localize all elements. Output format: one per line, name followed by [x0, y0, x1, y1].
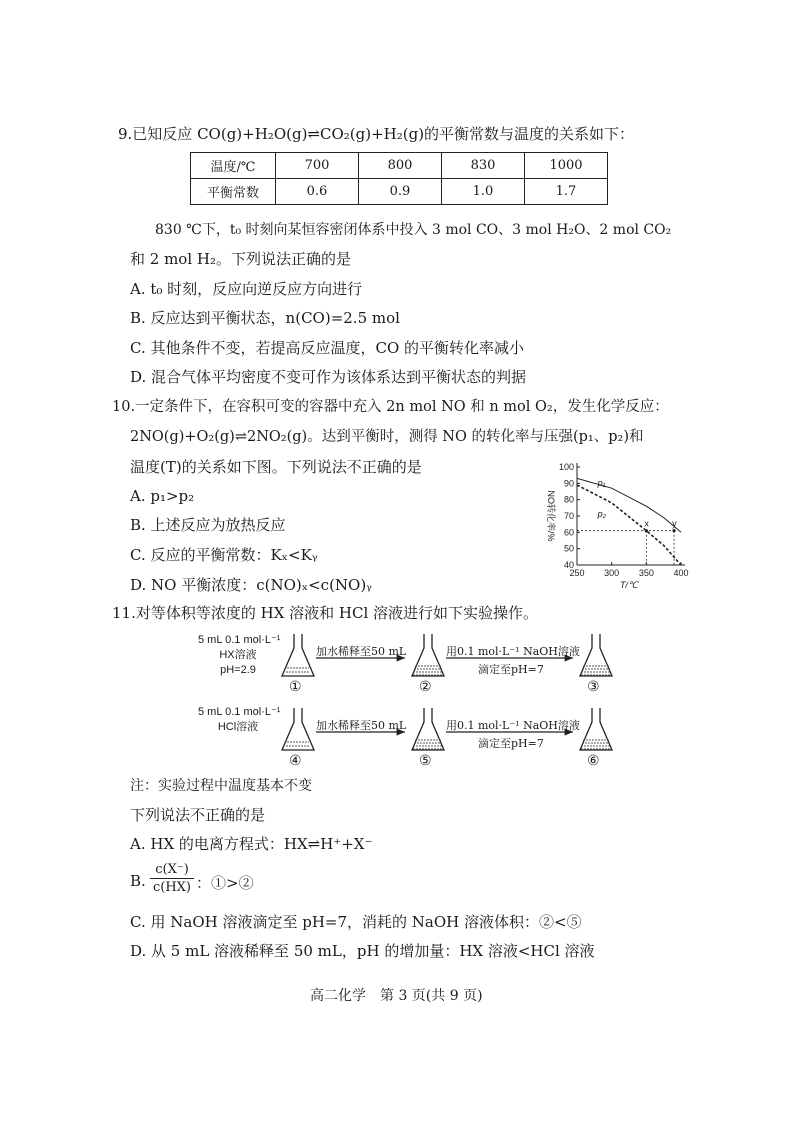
y-tick-label: 80 [563, 494, 574, 505]
q11-option-a: A. HX 的电离方程式：HX⇌H⁺+X⁻ [130, 835, 373, 853]
table-cell: 0.6 [276, 179, 359, 205]
flask-label: ⑥ [587, 753, 600, 769]
table-cell: 1.0 [442, 179, 525, 205]
q11-note: 注：实验过程中温度基本不变 [130, 778, 312, 794]
flask-4-icon [282, 708, 314, 750]
page-footer: 高二化学 第 3 页(共 9 页) [310, 988, 483, 1004]
fraction-numerator: c(X⁻) [150, 862, 194, 879]
y-tick-label: 90 [563, 478, 574, 489]
data-point [672, 529, 675, 532]
label-line: 5 mL 0.1 mol·L⁻¹ [198, 706, 281, 718]
option-b-letter: B. [130, 872, 146, 890]
q9-option-c: C. 其他条件不变，若提高反应温度，CO 的平衡转化率减小 [130, 339, 525, 357]
series-label: p₂ [597, 508, 607, 519]
q9-option-a: A. t₀ 时刻，反应向逆反应方向进行 [130, 280, 363, 298]
y-axis-label: NO转化率/% [546, 490, 556, 542]
q9-condition-line2: 和 2 mol H₂。下列说法正确的是 [130, 250, 351, 268]
table-cell: 平衡常数 [191, 179, 276, 205]
y-tick-label: 70 [563, 511, 574, 521]
q9-option-d: D. 混合气体平均密度不变可作为该体系达到平衡状态的判据 [130, 368, 527, 386]
hcl-solution-label [198, 705, 281, 735]
titrate-label-line1: 用0.1 mol·L⁻¹ NaOH溶液 [446, 645, 580, 658]
x-tick-label: 400 [673, 568, 689, 578]
series-label: p₁ [597, 478, 606, 489]
q10-stem-line2: 2NO(g)+O₂(g)⇌2NO₂(g)。达到平衡时，测得 NO 的转化率与压强(p₁、p₂)和 [130, 429, 644, 445]
y-tick-label: 100 [558, 462, 574, 472]
table-cell: 1.7 [525, 179, 608, 205]
titrate-label-line1: 用0.1 mol·L⁻¹ NaOH溶液 [446, 719, 580, 732]
table-cell: 700 [276, 153, 359, 179]
q10-option-b: B. 上述反应为放热反应 [130, 516, 286, 534]
q11-option-c: C. 用 NaOH 溶液滴定至 pH=7，消耗的 NaOH 溶液体积：②<⑤ [130, 913, 582, 931]
dilute-label: 加水稀释至50 mL [316, 645, 407, 658]
q10-option-d: D. NO 平衡浓度：c(NO)ₓ<c(NO)ᵧ [130, 576, 372, 594]
chart-axes [577, 463, 685, 565]
flask-label: ① [289, 679, 302, 695]
table-cell: 温度/℃ [191, 153, 276, 179]
table-row [191, 153, 608, 179]
x-tick-label: 300 [604, 568, 620, 578]
x-tick-label: 350 [638, 568, 654, 578]
dilute-label: 加水稀释至50 mL [316, 719, 407, 732]
q10-option-a: A. p₁>p₂ [130, 487, 195, 505]
fraction-denominator: c(HX) [152, 880, 192, 895]
label-line: HX溶液 [219, 649, 257, 661]
label-line: pH=2.9 [220, 664, 256, 676]
q11-prompt: 下列说法不正确的是 [130, 806, 266, 824]
equilibrium-constant-table [190, 152, 608, 205]
series-line-1 [577, 478, 681, 532]
q10-stem-line3: 温度(T)的关系如下图。下列说法不正确的是 [130, 458, 422, 476]
flask-label: ② [419, 679, 432, 695]
y-tick-label: 60 [563, 527, 574, 538]
point-label: x [644, 518, 649, 529]
point-label: y [672, 518, 677, 529]
label-line: HCl溶液 [217, 721, 259, 733]
data-point [645, 529, 648, 532]
table-cell: 830 [442, 153, 525, 179]
label-line: 5 mL 0.1 mol·L⁻¹ [198, 634, 281, 646]
q11-stem: 11.对等体积等浓度的 HX 溶液和 HCl 溶液进行如下实验操作。 [112, 604, 539, 622]
option-b-comparison: ：①>② [196, 874, 254, 892]
y-tick-label: 40 [563, 560, 574, 570]
chart-labels [546, 462, 689, 590]
titrate-label-line2: 滴定至pH=7 [478, 737, 544, 750]
flask-1-icon [282, 634, 314, 676]
table-cell: 0.9 [359, 179, 442, 205]
flask-label: ④ [289, 753, 302, 769]
x-tick-label: 250 [569, 568, 585, 578]
titrate-label-line2: 滴定至pH=7 [478, 663, 544, 676]
chart-series [577, 478, 681, 565]
q10-option-c: C. 反应的平衡常数：Kₓ<Kᵧ [130, 546, 318, 564]
q11-option-d: D. 从 5 mL 溶液稀释至 50 mL，pH 的增加量：HX 溶液<HCl 溶液 [130, 942, 595, 960]
flask-5-icon [412, 708, 444, 750]
q9-option-b: B. 反应达到平衡状态，n(CO)=2.5 mol [130, 309, 400, 327]
q9-condition-line1: 830 ℃下，t₀ 时刻向某恒容密闭体系中投入 3 mol CO、3 mol H₂O、2 mol CO₂ [155, 222, 672, 238]
flask-3-icon [580, 634, 612, 676]
hx-solution-label [198, 633, 281, 678]
flask-label: ③ [587, 679, 600, 695]
flask-label: ⑤ [419, 753, 432, 769]
flask-2-icon [412, 634, 444, 676]
table-cell: 1000 [525, 153, 608, 179]
q10-stem-line1: 10.一定条件下，在容积可变的容器中充入 2n mol NO 和 n mol O₂，发生化学反应： [112, 399, 669, 415]
flask-6-icon [580, 708, 612, 750]
y-tick-label: 50 [563, 543, 574, 554]
chart-guides [577, 531, 674, 565]
x-axis-label: T/℃ [619, 580, 639, 590]
no-conversion-chart [535, 455, 695, 590]
table-cell: 800 [359, 153, 442, 179]
table-row [191, 179, 608, 205]
q9-stem: 9.已知反应 CO(g)+H₂O(g)⇌CO₂(g)+H₂(g)的平衡常数与温度的关系如下： [118, 125, 635, 143]
